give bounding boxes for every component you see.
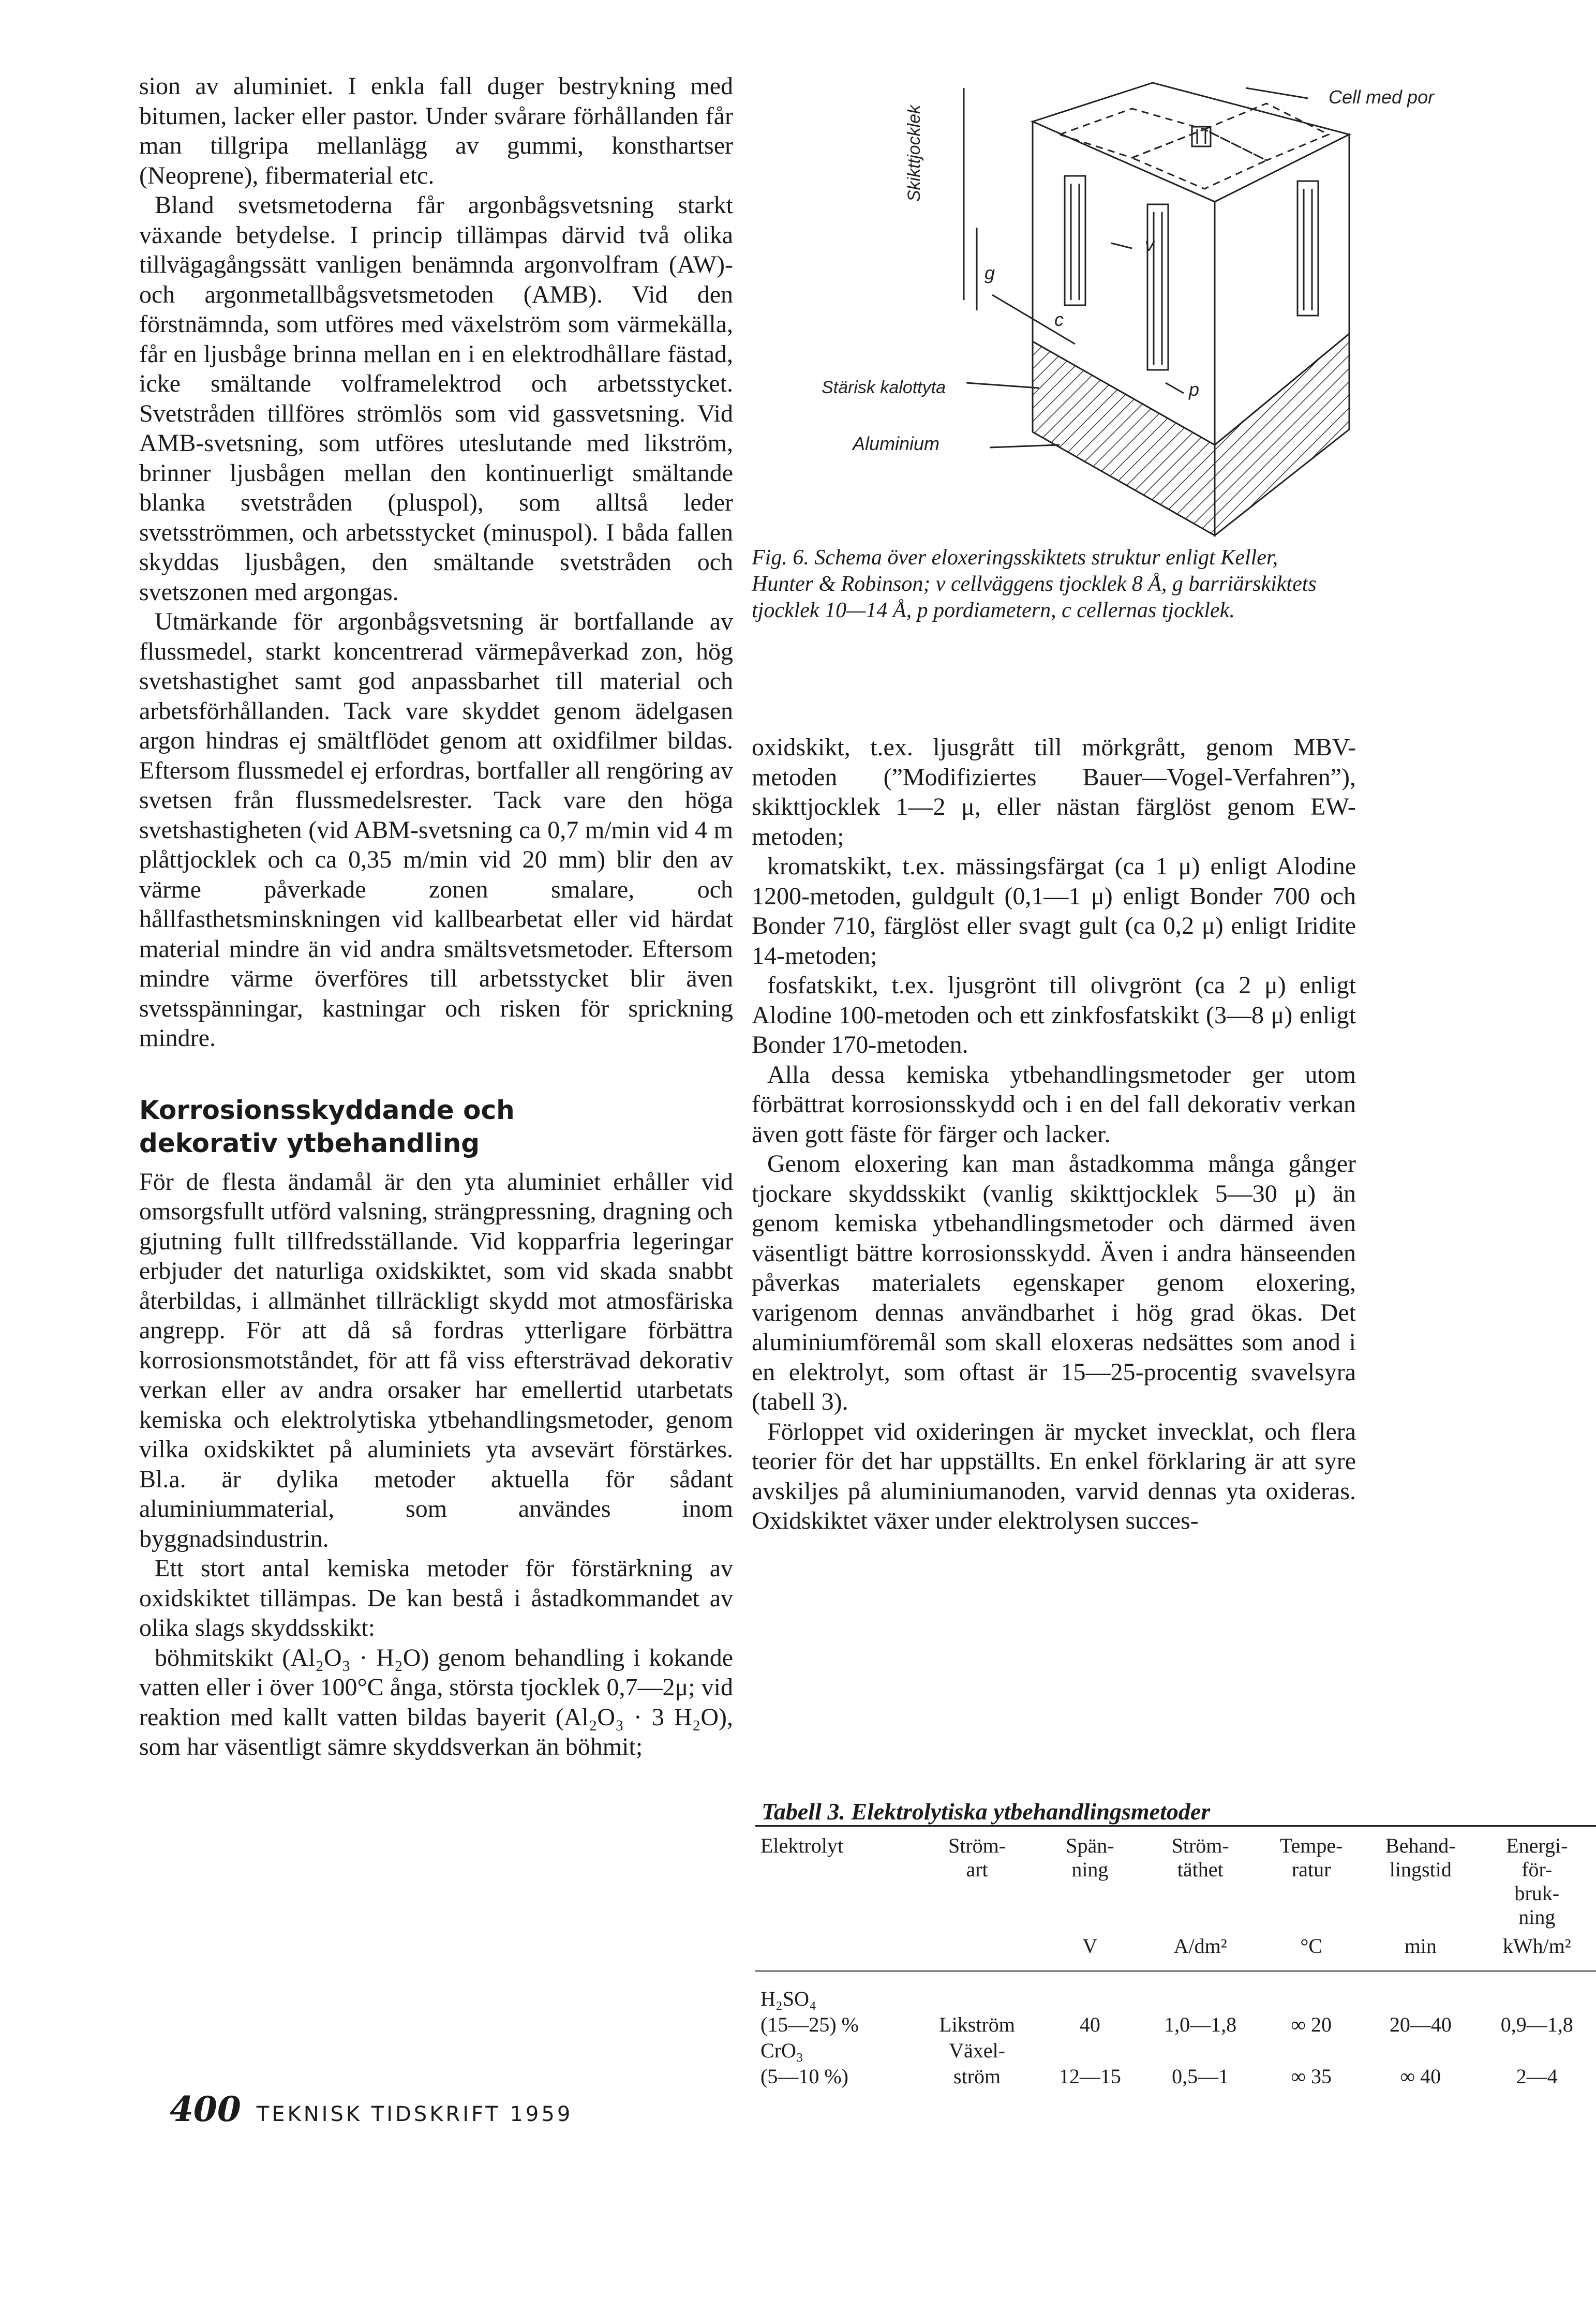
table-cell: 40 [1079,2013,1100,2036]
table-row [755,2038,1596,2064]
table-row [755,2064,1596,2089]
label-layer-thickness: Skikttjocklek [904,104,924,202]
table-cell: (15—25) % [760,2013,859,2036]
table-unit: kWh/m² [1478,1934,1596,1971]
table-row [755,1971,1596,2012]
right-paragraph-3: fosfatskikt, t.ex. ljusgrönt till olivgrönt (ca 2 μ) enligt Alodine 100-metoden och ett zinkfosfatskikt (3—8 μ) enligt Bonder 170-metoden. [752,972,1356,1058]
left-paragraph-6: böhmitskikt (Al₂O₃ · H₂O) genom behandling i kokande vatten eller i över 100°C ånga, största tjocklek 0,7—2μ; vid reaktion med kallt vatten bildas bayerit (Al₂O₃ · 3 H₂O), som har väsentligt sämre skyddsverkan än böhmit; [139,1644,733,1760]
table-unit [755,1934,915,1971]
table-cell: 0,9—1,8 [1500,2013,1573,2036]
table-unit: A/dm² [1141,1934,1259,1971]
right-paragraph-1: oxidskikt, t.ex. ljusgrått till mörkgrått, genom MBV-metoden (”Modifiziertes Bauer—Vogel-Verfahren”), skikttjocklek 1—2 μ, eller nästan färglöst genom EW-metoden; [752,734,1356,850]
label-v: v [1145,234,1154,255]
journal-name: TEKNISK TIDSKRIFT 1959 [256,2102,573,2126]
label-g: g [985,262,995,283]
label-cell-wall: Cell med por [1329,86,1435,108]
left-paragraph-4: För de flesta ändamål är den yta aluminiet erhåller vid omsorgsfullt utförd valsning, strängpressning, dragning och gjutning fullt tillfredsställande. Vid kopparfria legeringar erbjuder det naturliga oxidskiktet, som vid skada snabbt återbildas, i allmänhet tillräckligt skydd mot atmosfäriska angrepp. För att då så fordras ytterligare förbättra korrosionsmotståndet, för att få viss eftersträvad dekorativ verkan eller av andra orsaker har emellertid utarbetats kemiska och elektrolytiska ytbehandlingsmetoder, genom vilka oxidskiktet på aluminiets yta avsevärt förstärkes. Bl.a. är dylika metoder aktuella för sådant aluminiummaterial, som användes inom byggnadsindustrin. [139,1168,733,1552]
left-column [139,71,733,1762]
table-header: Ström- art [915,1826,1038,1935]
table-cell: 1,0—1,8 [1164,2013,1237,2036]
page-number: 400 [170,2089,241,2129]
right-paragraph-6: Förloppet vid oxideringen är mycket invecklat, och flera teorier för det har uppställts. En enkel förklaring är att syre avskiljes på aluminiumanoden, varvid dennas yta oxideras. Oxidskiktet växer under elektrolysen succes- [752,1417,1356,1534]
left-paragraph-2: Bland svetsmetoderna får argonbågsvetsning starkt växande betydelse. I princip tillämpas därvid två olika tillvägagångssätt vanligen benämnda argonvolfram (AW)- och argonmetallbågsvetsmetoden (AMB). Vid den förstnämnda, som utföres med växelström som värmekälla, får en ljusbåge brinna mellan en i en elektrodhållare fästad, icke smältande volframelektrod och arbetsstycket. Svetstråden tillföres strömlös som vid gassvetsning. Vid AMB-svetsning, som utföres uteslutande med likström, brinner ljusbågen mellan den kontinuerligt smältande blanka svetstråden (pluspol), som alltså leder svetsströmmen, och arbetsstycket (minuspol). I båda fallen skyddas ljusbågen, den smältande svetstråden och svetszonen med argongas. [139,191,733,606]
figure-caption: Fig. 6. Schema över eloxeringsskiktets struktur enligt Keller, Hunter & Robinson; v cellväggens tjocklek 8 Å, g barriärskiktets tjocklek 10—14 Å, p pordiametern, c cellernas tjocklek. [752,546,1317,622]
right-column [752,733,1356,1536]
oxide-structure-diagram [749,72,1435,548]
page-footer [170,2089,573,2129]
table-cell: ström [953,2065,1001,2088]
table-cell: Växel- [949,2039,1005,2062]
table-header: Tempe- ratur [1259,1826,1363,1935]
table-cell: H₂SO₄ [760,1987,816,2010]
table-unit: min [1363,1934,1478,1971]
label-aluminium: Aluminium [853,433,940,454]
table-unit: V [1039,1934,1141,1971]
right-paragraph-4: Alla dessa kemiska ytbehandlingsmetoder ger utom förbättrat korrosionsskydd och i en del fall dekorativ verkan även gott fäste för färger och lacker. [752,1061,1356,1148]
table-header: Elektrolyt [755,1826,915,1935]
label-barrier: Stärisk kalottyta [822,378,946,397]
table-unit [915,1934,1038,1971]
table-cell: 12—15 [1058,2065,1121,2088]
table-cell: ∞ 40 [1400,2065,1441,2088]
table-unit: °C [1259,1934,1363,1971]
table-3 [755,1825,1596,2089]
left-paragraph-5: Ett stort antal kemiska metoder för förstärkning av oxidskiktet tillämpas. De kan bestå i åstadkommandet av olika slags skyddsskikt: [139,1555,733,1641]
table-header: Ström- täthet [1141,1826,1259,1935]
table-cell: 0,5—1 [1172,2065,1229,2088]
right-paragraph-2: kromatskikt, t.ex. mässingsfärgat (ca 1 μ) enligt Alodine 1200-metoden, guldgult (0,1—1 μ) enligt Bonder 700 och Bonder 710, färglöst eller svagt gult (ca 0,2 μ) enligt Iridite 14-metoden; [752,853,1356,969]
label-p: p [1189,379,1200,400]
table-header: Spän- ning [1039,1826,1141,1935]
left-paragraph-1: sion av aluminiet. I enkla fall duger bestrykning med bitumen, lacker eller pastor. Under svårare förhållanden får man tillgripa mellanlägg av gummi, konsthartser (Neoprene), fibermaterial etc. [139,72,733,189]
table-cell: (5—10 %) [760,2065,848,2088]
table-row [755,2012,1596,2038]
table-header: Behand- lingstid [1363,1826,1478,1935]
label-c: c [1054,309,1064,330]
section-heading: Korrosionsskyddande och dekorativ ytbehandling [139,1095,515,1158]
table-cell: Likström [939,2013,1015,2036]
table-cell: 2—4 [1516,2065,1558,2088]
table-header: Energi- för- bruk- ning [1478,1826,1596,1935]
left-paragraph-3: Utmärkande för argonbågsvetsning är bortfallande av flussmedel, starkt koncentrerad värmepåverkad zon, hög svetshastighet samt god anpassbarhet till material och arbetsförhållanden. Tack vare skyddet genom ädelgasen argon hindras ej smältflödet genom att oxidfilmer bildas. Eftersom flussmedel ej erfordras, bortfaller all rengöring av svetsen från flussmedelsrester. Tack vare den höga svetshastigheten (vid ABM-svetsning ca 0,7 m/min vid 4 m plåttjocklek och ca 0,35 m/min vid 20 mm) blir den av värme påverkade zonen smalare, och hållfasthetsminskningen vid kallbearbetat eller vid härdat material mindre än vid andra smältsvetsmetoder. Eftersom mindre värme överföres till arbetsstycket blir även svetsspänningar, kastningar och risken för sprickning mindre. [139,608,733,1052]
table-cell: ∞ 35 [1291,2065,1332,2088]
table-cell: ∞ 20 [1291,2013,1332,2036]
table-cell: CrO₃ [760,2039,803,2062]
right-paragraph-5: Genom eloxering kan man åstadkomma många gånger tjockare skyddsskikt (vanlig skikttjocklek 5—30 μ) än genom kemiska ytbehandlingsmetoder och därmed även väsentligt bättre korrosionsskydd. Även i andra hänseenden påverkas materialets egenskaper genom eloxering, varigenom dennas användbarhet i hög grad ökas. Det aluminiumföremål som skall eloxeras nedsättes som anod i en elektrolyt, som oftast är 15—25-procentig svavelsyra (tabell 3). [752,1150,1356,1415]
table-title: Tabell 3. Elektrolytiska ytbehandlingsmetoder [762,1798,1211,1825]
table-cell: 20—40 [1389,2013,1452,2036]
